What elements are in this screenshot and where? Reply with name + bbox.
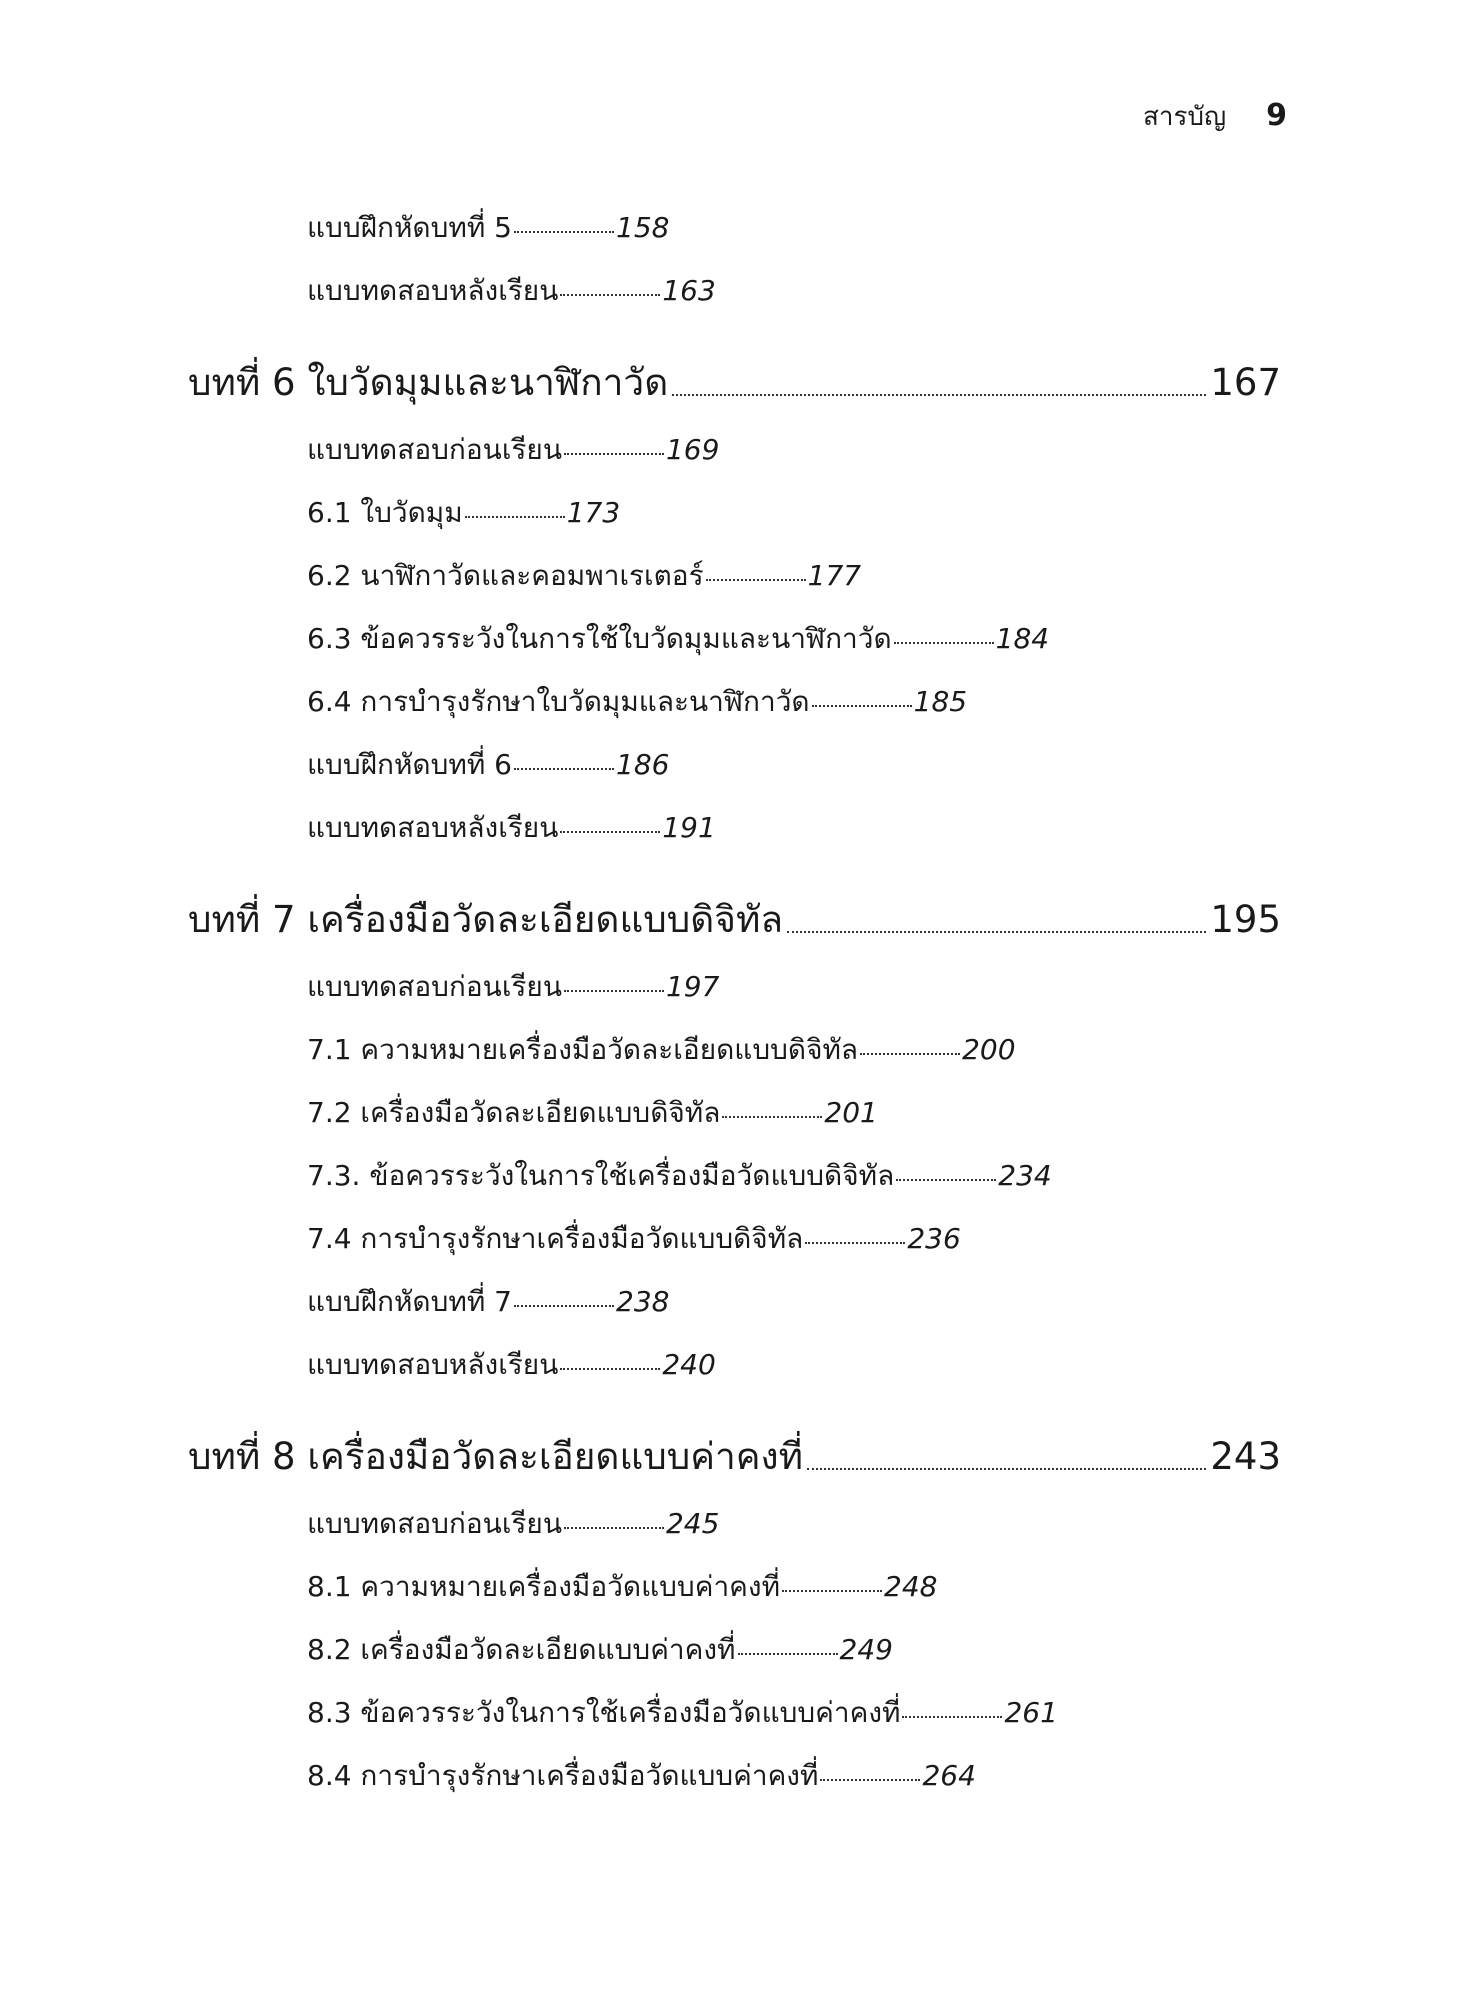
toc-entry-text: แบบฝึกหัดบทที่ 5: [307, 211, 512, 244]
toc-entry[interactable]: [307, 1030, 1016, 1070]
toc-entry-page: 245: [665, 1507, 720, 1540]
toc-entry-text: 7.2 เครื่องมือวัดละเอียดแบบดิจิทัล: [307, 1096, 721, 1129]
toc-entry-page: 200: [962, 1033, 1016, 1066]
toc-chapter-heading[interactable]: [188, 358, 1281, 408]
toc-entry-page: 238: [616, 1285, 670, 1318]
dot-leader: [738, 1652, 838, 1655]
toc-entry-page: 158: [616, 211, 670, 244]
chapter-number: บทที่ 6: [188, 361, 308, 404]
chapter-title: ใบวัดมุมและนาฬิกาวัด: [307, 361, 669, 404]
dot-leader: [564, 1526, 664, 1529]
toc-entry-page: 186: [616, 748, 670, 781]
toc-entry[interactable]: [307, 619, 1049, 659]
chapter-title: เครื่องมือวัดละเอียดแบบค่าคงที่: [307, 1435, 803, 1478]
dot-leader: [514, 230, 614, 233]
toc-entry[interactable]: [307, 1504, 719, 1544]
toc-entry-page: 177: [807, 559, 862, 592]
dot-leader: [782, 1589, 882, 1592]
toc-entry-page: 173: [566, 496, 621, 529]
dot-leader: [812, 704, 912, 707]
running-head-label: สารบัญ: [1143, 102, 1227, 132]
dot-leader: [722, 1115, 822, 1118]
toc-entry-text: 7.4 การบำรุงรักษาเครื่องมือวัดแบบดิจิทัล: [307, 1222, 804, 1255]
toc-entry-page: 236: [907, 1222, 961, 1255]
dot-leader: [896, 1178, 996, 1181]
dot-leader: [560, 1367, 660, 1370]
toc-entry-text: 6.2 นาฬิกาวัดและคอมพาเรเตอร์: [307, 559, 704, 592]
toc-entry[interactable]: [307, 1567, 937, 1607]
dot-leader: [514, 1304, 614, 1307]
toc-entry-text: 8.1 ความหมายเครื่องมือวัดแบบค่าคงที่: [307, 1570, 781, 1603]
toc-entry-text: 8.4 การบำรุงรักษาเครื่องมือวัดแบบค่าคงที่: [307, 1759, 819, 1792]
dot-leader: [860, 1052, 960, 1055]
chapter-number: บทที่ 8: [188, 1435, 308, 1478]
toc-entry-text: 7.1 ความหมายเครื่องมือวัดละเอียดแบบดิจิทัล: [307, 1033, 859, 1066]
dot-leader: [465, 515, 565, 518]
toc-entry[interactable]: [307, 1282, 669, 1322]
toc-entry[interactable]: [307, 1219, 961, 1259]
toc-entry-page: 197: [665, 970, 720, 1003]
dot-leader: [894, 641, 994, 644]
toc-entry-text: 6.1 ใบวัดมุม: [307, 496, 463, 529]
toc-entry-text: แบบทดสอบก่อนเรียน: [307, 433, 562, 466]
dot-leader: [787, 930, 1206, 933]
toc-entry-text: 6.3 ข้อควรระวังในการใช้ใบวัดมุมและนาฬิกาวัด: [307, 622, 892, 655]
toc-entry-page: 264: [922, 1759, 976, 1792]
toc-entry-text: 8.3 ข้อควรระวังในการใช้เครื่องมือวัดแบบค่าคงที่: [307, 1696, 901, 1729]
toc-entry-page: 169: [665, 433, 720, 466]
toc-entry[interactable]: [307, 208, 669, 248]
toc-entry[interactable]: [307, 1693, 1058, 1733]
toc-chapter-heading[interactable]: [188, 1432, 1281, 1482]
toc-entry-page: 240: [662, 1348, 716, 1381]
toc-entry-text: แบบฝึกหัดบทที่ 7: [307, 1285, 512, 1318]
dot-leader: [564, 989, 664, 992]
toc-entry[interactable]: [307, 1756, 976, 1796]
toc-entry[interactable]: [307, 556, 861, 596]
dot-leader: [564, 452, 664, 455]
dot-leader: [820, 1778, 920, 1781]
toc-entry[interactable]: [307, 1630, 893, 1670]
page-number: 9: [1266, 98, 1287, 133]
toc-entry-text: แบบฝึกหัดบทที่ 6: [307, 748, 512, 781]
toc-entry[interactable]: [307, 808, 716, 848]
chapter-page: 167: [1210, 361, 1281, 404]
chapter-title: เครื่องมือวัดละเอียดแบบดิจิทัล: [307, 898, 784, 941]
dot-leader: [560, 293, 660, 296]
toc-entry[interactable]: [307, 1156, 1052, 1196]
toc-entry[interactable]: [307, 430, 719, 470]
toc-entry[interactable]: [307, 1345, 716, 1385]
dot-leader: [805, 1241, 905, 1244]
toc-entry-page: 184: [995, 622, 1050, 655]
chapter-page: 195: [1210, 898, 1281, 941]
toc-entry-page: 261: [1004, 1696, 1058, 1729]
toc-entry-text: แบบทดสอบหลังเรียน: [307, 1348, 559, 1381]
toc-entry-page: 248: [884, 1570, 938, 1603]
toc-chapter-heading[interactable]: [188, 895, 1281, 945]
dot-leader: [902, 1715, 1002, 1718]
toc-entry-page: 201: [824, 1096, 878, 1129]
toc-entry[interactable]: [307, 682, 967, 722]
toc-entry-page: 249: [839, 1633, 893, 1666]
dot-leader: [807, 1467, 1206, 1470]
toc-entry[interactable]: [307, 967, 719, 1007]
dot-leader: [514, 767, 614, 770]
dot-leader: [560, 830, 660, 833]
toc-entry-page: 234: [998, 1159, 1052, 1192]
toc-entry-text: 6.4 การบำรุงรักษาใบวัดมุมและนาฬิกาวัด: [307, 685, 810, 718]
toc-entry-page: 163: [662, 274, 716, 307]
toc-entry-text: 8.2 เครื่องมือวัดละเอียดแบบค่าคงที่: [307, 1633, 736, 1666]
toc-entry[interactable]: [307, 271, 716, 311]
toc-entry[interactable]: [307, 493, 620, 533]
toc-entry-page: 191: [662, 811, 716, 844]
toc-entry-text: แบบทดสอบหลังเรียน: [307, 811, 559, 844]
toc-entry[interactable]: [307, 1093, 878, 1133]
dot-leader: [706, 578, 806, 581]
running-head: [1143, 96, 1287, 137]
toc-entry-text: แบบทดสอบหลังเรียน: [307, 274, 559, 307]
toc-entry-text: 7.3. ข้อควรระวังในการใช้เครื่องมือวัดแบบดิจิทัล: [307, 1159, 895, 1192]
toc-entry-page: 185: [913, 685, 968, 718]
toc-entry-text: แบบทดสอบก่อนเรียน: [307, 970, 562, 1003]
chapter-number: บทที่ 7: [188, 898, 308, 941]
toc-entry[interactable]: [307, 745, 669, 785]
dot-leader: [672, 393, 1206, 396]
chapter-page: 243: [1210, 1435, 1281, 1478]
toc-entry-text: แบบทดสอบก่อนเรียน: [307, 1507, 562, 1540]
